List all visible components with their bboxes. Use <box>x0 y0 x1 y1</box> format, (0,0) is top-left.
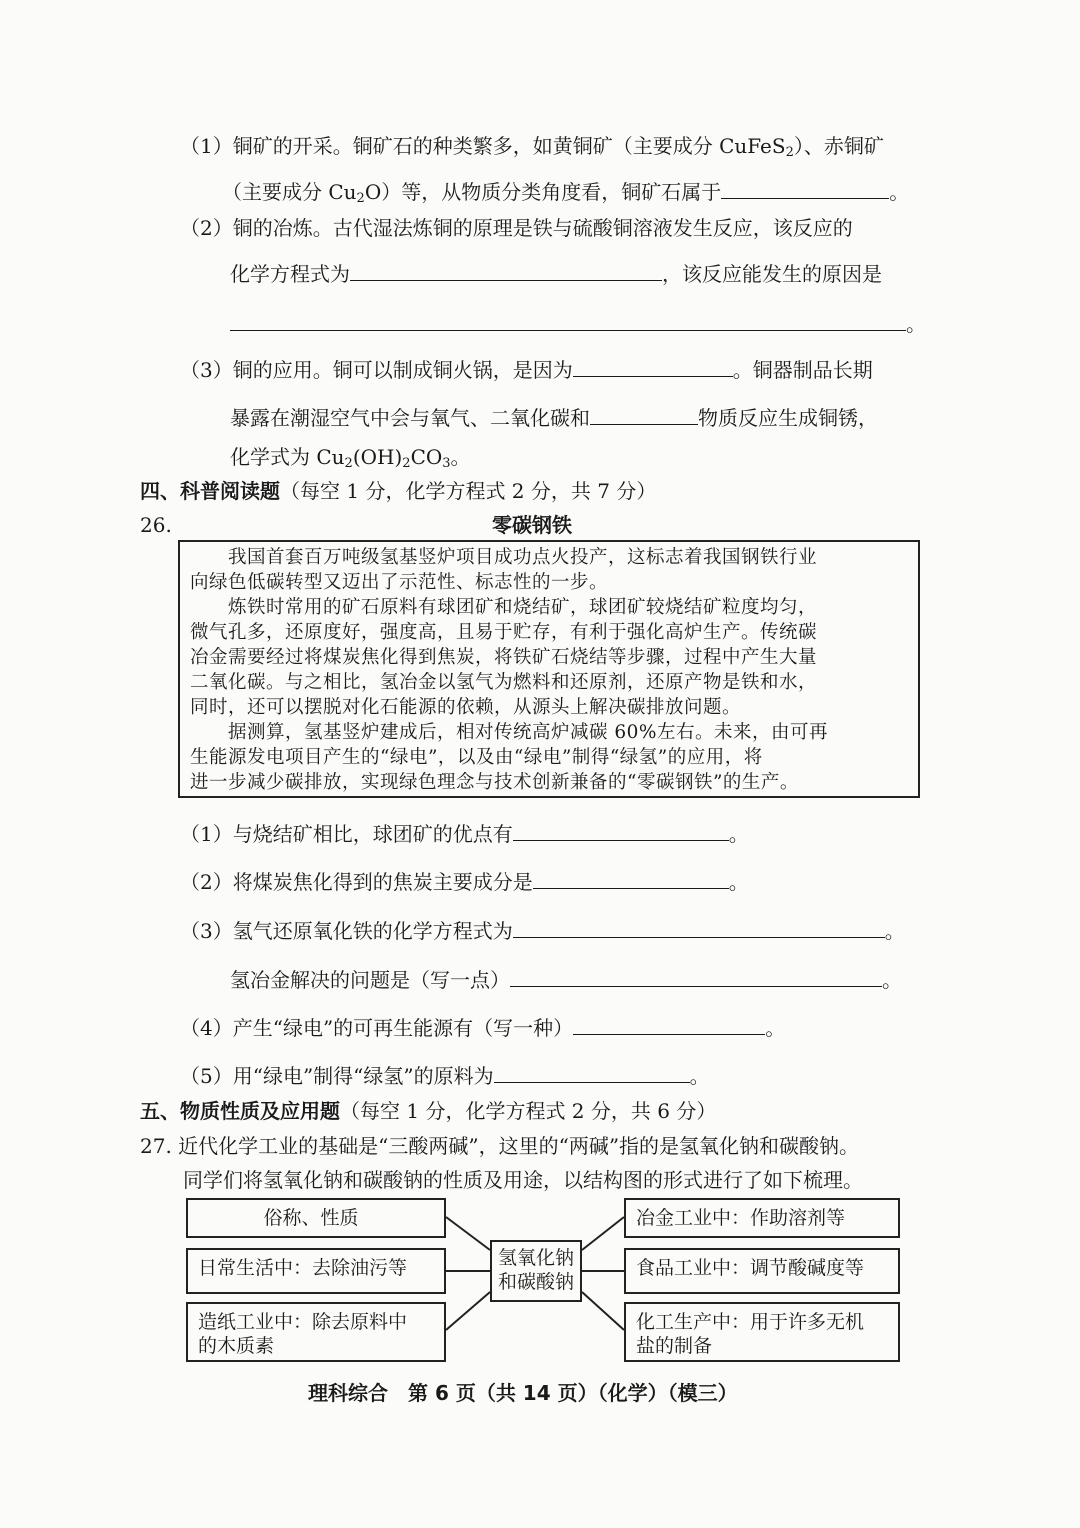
reading-title: 零碳钢铁 <box>492 513 572 537</box>
diagram-box-chemical-industry: 化工生产中：用于许多无机 盐的制备 <box>624 1302 900 1362</box>
q26-part1: （1）与烧结矿相比，球团矿的优点有 。 <box>180 822 749 846</box>
q26-part4: （4）产生“绿电”的可再生能源有（写一种） 。 <box>180 1016 786 1040</box>
q25-part2-line1: （2）铜的冶炼。古代湿法炼铜的原理是铁与硫酸铜溶液发生反应，该反应的 <box>180 216 853 240</box>
answer-blank[interactable] <box>513 820 729 841</box>
page-footer: 理科综合 第 6 页（共 14 页）（化学）（模三） <box>308 1381 738 1405</box>
answer-blank[interactable] <box>573 356 733 377</box>
q25-part3-line2: 暴露在潮湿空气中会与氧气、二氧化碳和 物质反应生成铜锈， <box>230 406 878 430</box>
section4-heading: 四、科普阅读题（每空 1 分，化学方程式 2 分，共 7 分） <box>140 479 657 503</box>
q25-part3-line3: 化学式为 $Cu_2(OH)_2CO_3$。 <box>230 445 471 471</box>
reading-line: 微气孔多，还原度好，强度高，且易于贮存，有利于强化高炉生产。传统碳 <box>190 622 818 643</box>
section5-heading: 五、物质性质及应用题（每空 1 分，化学方程式 2 分，共 6 分） <box>140 1099 717 1123</box>
q25-part2-line3: 。 <box>230 310 926 337</box>
answer-blank[interactable] <box>721 178 889 199</box>
answer-blank[interactable] <box>590 404 698 425</box>
reading-line: 向绿色低碳转型又迈出了示范性、标志性的一步。 <box>190 572 609 593</box>
reading-line: 同时，还可以摆脱对化石能源的依赖，从源头上解决碳排放问题。 <box>190 697 742 718</box>
q26-part3b: 氢冶金解决的问题是（写一点） 。 <box>230 968 902 992</box>
answer-blank[interactable] <box>230 310 906 331</box>
reading-line: 生能源发电项目产生的“绿电”，以及由“绿电”制得“绿氢”的应用，将 <box>190 747 763 768</box>
answer-blank[interactable] <box>533 868 729 889</box>
diagram-box-papermaking: 造纸工业中：除去原料中 的木质素 <box>186 1302 446 1362</box>
q26-part3a: （3）氢气还原氧化铁的化学方程式为 。 <box>180 919 905 943</box>
diagram-box-food-industry: 食品工业中：调节酸碱度等 <box>624 1248 900 1294</box>
q25-part2-line2: 化学方程式为 ，该反应能发生的原因是 <box>230 262 882 286</box>
answer-blank[interactable] <box>573 1014 765 1035</box>
q25-part3-line1: （3）铜的应用。铜可以制成铜火锅，是因为 。铜器制品长期 <box>180 358 873 382</box>
diagram-center-box: 氢氧化钠 和碳酸钠 <box>490 1240 582 1302</box>
q25-part1-line2: （主要成分 $Cu_2O$）等，从物质分类角度看，铜矿石属于 。 <box>222 180 910 206</box>
reading-line: 冶金需要经过将煤炭焦化得到焦炭，将铁矿石烧结等步骤，过程中产生大量 <box>190 647 818 668</box>
q27-line1: 27. 近代化学工业的基础是“三酸两碱”，这里的“两碱”指的是氢氧化钠和碳酸钠。 <box>140 1134 860 1158</box>
diagram-box-properties: 俗称、性质 <box>186 1198 446 1238</box>
answer-blank[interactable] <box>494 1062 690 1083</box>
answer-blank[interactable] <box>513 917 885 938</box>
reading-line: 炼铁时常用的矿石原料有球团矿和烧结矿，球团矿较烧结矿粒度均匀， <box>190 597 818 618</box>
reading-line: 据测算，氢基竖炉建成后，相对传统高炉减碳 60%左右。未来，由可再 <box>190 722 829 743</box>
question-number: 26. <box>140 513 172 537</box>
q26-part2: （2）将煤炭焦化得到的焦炭主要成分是 。 <box>180 870 749 894</box>
reading-line: 二氧化碳。与之相比，氢冶金以氢气为燃料和还原剂，还原产物是铁和水， <box>190 672 818 693</box>
q27-line2: 同学们将氢氧化钠和碳酸钠的性质及用途，以结构图的形式进行了如下梳理。 <box>183 1168 863 1192</box>
q26-part5: （5）用“绿电”制得“绿氢”的原料为 。 <box>180 1064 710 1088</box>
answer-blank[interactable] <box>510 966 882 987</box>
diagram-box-daily-life: 日常生活中：去除油污等 <box>186 1248 446 1294</box>
answer-blank[interactable] <box>350 260 662 281</box>
q25-part1-line1: （1）铜矿的开采。铜矿石的种类繁多，如黄铜矿（主要成分 CuFeS$_2$）、赤铜矿 <box>180 134 884 160</box>
reading-line: 进一步减少碳排放，实现绿色理念与技术创新兼备的“零碳钢铁”的生产。 <box>190 772 799 793</box>
reading-line: 我国首套百万吨级氢基竖炉项目成功点火投产，这标志着我国钢铁行业 <box>190 547 818 568</box>
diagram-box-metallurgy: 冶金工业中：作助溶剂等 <box>624 1198 900 1238</box>
